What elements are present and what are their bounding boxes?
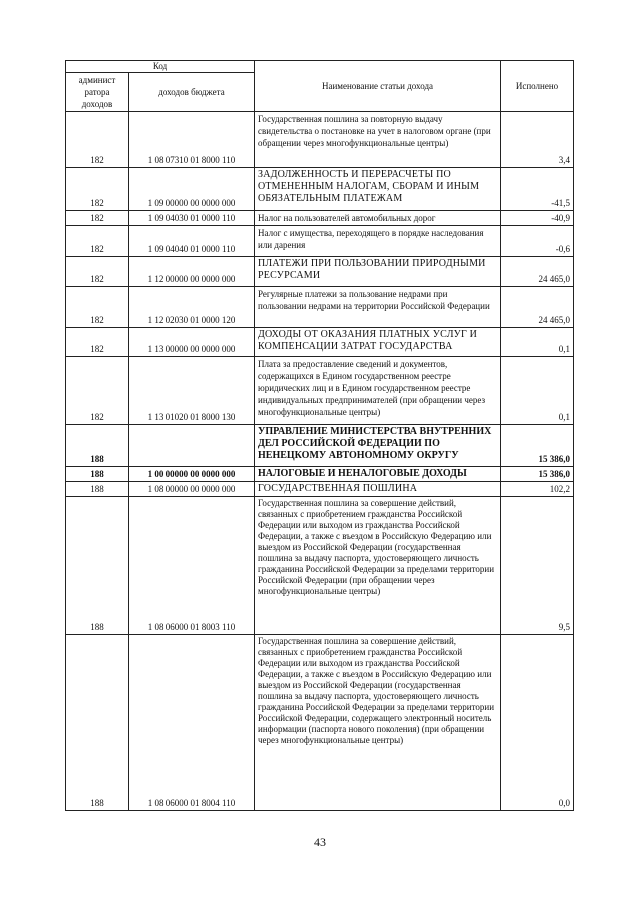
table-row xyxy=(66,482,574,497)
admin-code-cell: 182 xyxy=(66,257,129,287)
admin-code-cell: 188 xyxy=(66,635,129,811)
income-name-cell: Государственная пошлина за совершение действий, связанных с приобретением гражданства Российской Федерации или выходом из гражданства Российской Федерации, а также с въездом в Российскую Федерацию или выездом из Российской Федерации (государственная пошлина за выдачу паспорта, удостоверяющего личность гражданина Российской Федерации за пределами территории Российской Федерации (при обращении через многофункциональные центры) xyxy=(255,497,501,635)
budget-code-cell: 1 12 02030 01 0000 120 xyxy=(129,287,255,328)
budget-code-cell: 1 00 00000 00 0000 000 xyxy=(129,467,255,482)
admin-code-cell: 188 xyxy=(66,497,129,635)
admin-code-cell: 182 xyxy=(66,357,129,425)
income-name-cell: Налог с имущества, переходящего в порядке наследования или дарения xyxy=(255,226,501,257)
executed-value-cell: 15 386,0 xyxy=(501,425,574,467)
admin-code-cell: 182 xyxy=(66,168,129,211)
income-name-cell: ГОСУДАРСТВЕННАЯ ПОШЛИНА xyxy=(255,482,501,497)
admin-code-cell: 182 xyxy=(66,328,129,357)
executed-value-cell: 9,5 xyxy=(501,497,574,635)
admin-code-cell: 182 xyxy=(66,287,129,328)
executed-value-cell: -41,5 xyxy=(501,168,574,211)
income-name-cell: УПРАВЛЕНИЕ МИНИСТЕРСТВА ВНУТРЕННИХ ДЕЛ РОССИЙСКОЙ ФЕДЕРАЦИИ ПО НЕНЕЦКОМУ АВТОНОМНОМУ ОКРУГУ xyxy=(255,425,501,467)
executed-value-cell: 24 465,0 xyxy=(501,287,574,328)
budget-code-cell: 1 08 07310 01 8000 110 xyxy=(129,112,255,168)
name-column-header: Наименование статьи дохода xyxy=(255,61,501,112)
executed-value-cell: 102,2 xyxy=(501,482,574,497)
admin-code-cell: 188 xyxy=(66,467,129,482)
budget-column-header: доходов бюджета xyxy=(129,73,255,112)
executed-value-cell: -40,9 xyxy=(501,211,574,226)
table-row xyxy=(66,425,574,467)
executed-value-cell: 0,0 xyxy=(501,635,574,811)
table-row xyxy=(66,168,574,211)
income-name-cell: Государственная пошлина за повторную выдачу свидетельства о постановке на учет в налоговом органе (при обращении через многофункциональные центры) xyxy=(255,112,501,168)
income-name-cell: Государственная пошлина за совершение действий, связанных с приобретением гражданства Российской Федерации или выходом из гражданства Российской Федерации, а также с въездом в Российскую Федерацию или выездом из Российской Федерации (государственная пошлина за выдачу паспорта, удостоверяющего личность гражданина Российской Федерации за пределами территории Российской Федерации, содержащего электронный носитель информации (паспорта нового поколения) (при обращении через многофункциональные центры) xyxy=(255,635,501,811)
table-row xyxy=(66,328,574,357)
executed-value-cell: -0,6 xyxy=(501,226,574,257)
budget-code-cell: 1 09 04040 01 0000 110 xyxy=(129,226,255,257)
table-row xyxy=(66,497,574,635)
income-name-cell: Плата за предоставление сведений и документов, содержащихся в Едином государственном реестре юридических лиц и в Едином государственном реестре индивидуальных предпринимателей (при обращении через многофункциональные центры) xyxy=(255,357,501,425)
budget-code-cell: 1 13 00000 00 0000 000 xyxy=(129,328,255,357)
table-row xyxy=(66,112,574,168)
executed-value-cell: 24 465,0 xyxy=(501,257,574,287)
budget-code-cell xyxy=(129,425,255,467)
table-row xyxy=(66,287,574,328)
admin-code-cell: 182 xyxy=(66,226,129,257)
income-table xyxy=(65,60,574,811)
page-number: 43 xyxy=(314,835,326,849)
income-name-cell: Налог на пользователей автомобильных дорог xyxy=(255,211,501,226)
table-row xyxy=(66,635,574,811)
admin-code-cell: 188 xyxy=(66,425,129,467)
table-row xyxy=(66,211,574,226)
budget-code-cell: 1 13 01020 01 8000 130 xyxy=(129,357,255,425)
value-column-header: Исполнено xyxy=(501,61,574,112)
budget-code-cell: 1 12 00000 00 0000 000 xyxy=(129,257,255,287)
income-name-cell: ЗАДОЛЖЕННОСТЬ И ПЕРЕРАСЧЕТЫ ПО ОТМЕНЕННЫМ НАЛОГАМ, СБОРАМ И ИНЫМ ОБЯЗАТЕЛЬНЫМ ПЛАТЕЖАМ xyxy=(255,168,501,211)
table-row xyxy=(66,257,574,287)
income-name-cell: ПЛАТЕЖИ ПРИ ПОЛЬЗОВАНИИ ПРИРОДНЫМИ РЕСУРСАМИ xyxy=(255,257,501,287)
budget-code-cell: 1 09 00000 00 0000 000 xyxy=(129,168,255,211)
table-row xyxy=(66,226,574,257)
table-row xyxy=(66,357,574,425)
budget-code-cell: 1 08 06000 01 8003 110 xyxy=(129,497,255,635)
income-name-cell: ДОХОДЫ ОТ ОКАЗАНИЯ ПЛАТНЫХ УСЛУГ И КОМПЕНСАЦИИ ЗАТРАТ ГОСУДАРСТВА xyxy=(255,328,501,357)
budget-code-cell: 1 08 00000 00 0000 000 xyxy=(129,482,255,497)
admin-code-cell: 182 xyxy=(66,112,129,168)
admin-code-cell: 188 xyxy=(66,482,129,497)
income-name-cell: Регулярные платежи за пользование недрами при пользовании недрами на территории Российской Федерации xyxy=(255,287,501,328)
admin-column-header: админист ратора доходов xyxy=(66,73,129,112)
executed-value-cell: 3,4 xyxy=(501,112,574,168)
executed-value-cell: 0,1 xyxy=(501,357,574,425)
income-name-cell: НАЛОГОВЫЕ И НЕНАЛОГОВЫЕ ДОХОДЫ xyxy=(255,467,501,482)
executed-value-cell: 0,1 xyxy=(501,328,574,357)
table-row xyxy=(66,467,574,482)
executed-value-cell: 15 386,0 xyxy=(501,467,574,482)
budget-code-cell: 1 08 06000 01 8004 110 xyxy=(129,635,255,811)
budget-code-cell: 1 09 04030 01 0000 110 xyxy=(129,211,255,226)
admin-code-cell: 182 xyxy=(66,211,129,226)
code-group-header: Код xyxy=(66,61,255,73)
